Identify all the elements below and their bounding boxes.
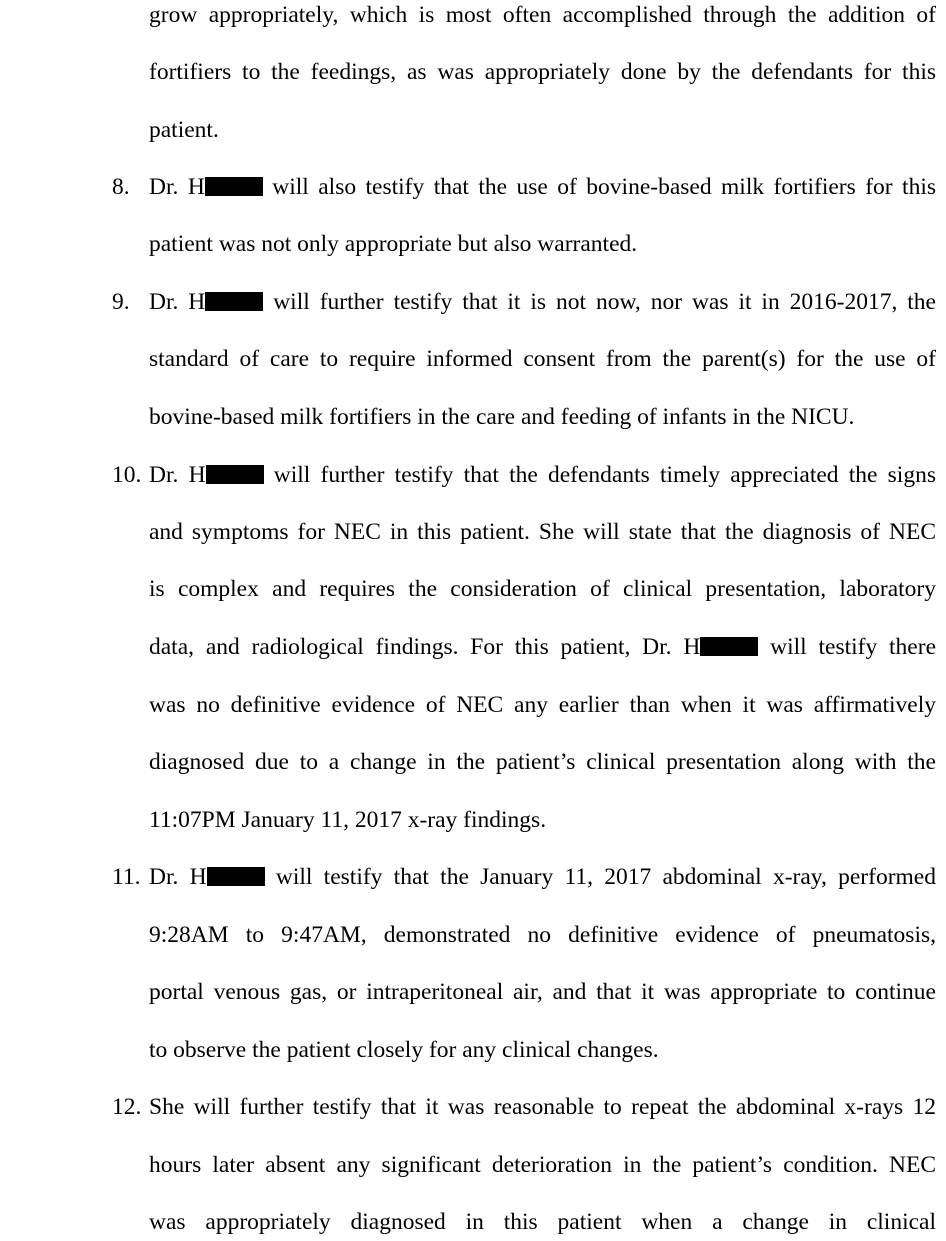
paragraph-11-line-4: to observe the patient closely for any clinical changes.: [149, 1037, 659, 1063]
paragraph-8-text-post: will also testify that the use of bovine-based milk fortifiers for this: [262, 174, 936, 200]
paragraph-10-line-2: and symptoms for NEC in this patient. She will state that the diagnosis of NEC: [149, 519, 936, 545]
paragraph-11-line-1: [149, 862, 936, 892]
redaction-bar: [207, 867, 265, 886]
paragraph-7-line-3: patient.: [149, 117, 219, 143]
paragraph-9-line-3: bovine-based milk fortifiers in the care and feeding of infants in the NICU.: [149, 404, 855, 430]
paragraph-12-line-1: She will further testify that it was reasonable to repeat the abdominal x-rays 12: [149, 1094, 936, 1120]
paragraph-9-text-post: will further testify that it is not now, nor was it in 2016-2017, the: [263, 289, 936, 315]
redaction-bar: [205, 177, 263, 196]
paragraph-10-line-3: is complex and requires the consideration of clinical presentation, laboratory: [149, 576, 936, 602]
paragraph-10-line-5: was no definitive evidence of NEC any earlier than when it was affirmatively: [149, 692, 936, 718]
paragraph-11-number: 11.: [112, 864, 141, 890]
paragraph-10-number: 10.: [112, 462, 142, 488]
paragraph-11-line-3: portal venous gas, or intraperitoneal air, and that it was appropriate to continue: [149, 979, 936, 1005]
paragraph-10-line4-text-pre: data, and radiological findings. For this patient, Dr. H: [149, 634, 701, 660]
paragraph-10-text-pre: Dr. H: [149, 462, 206, 488]
paragraph-7-line-2: fortifiers to the feedings, as was appropriately done by the defendants for this: [149, 59, 936, 85]
paragraph-12-line-2: hours later absent any significant deterioration in the patient’s condition. NEC: [149, 1152, 936, 1178]
paragraph-9-text-pre: Dr. H: [149, 289, 206, 315]
redaction-bar: [700, 637, 758, 656]
paragraph-10-line-7: 11:07PM January 11, 2017 x-ray findings.: [149, 807, 547, 833]
paragraph-10-text-post: will further testify that the defendants timely appreciated the signs: [263, 462, 936, 488]
paragraph-12-number: 12.: [112, 1094, 142, 1120]
paragraph-9-number: 9.: [112, 289, 130, 315]
paragraph-10-line4-text-post: will testify there: [758, 634, 936, 660]
paragraph-11-text-pre: Dr. H: [149, 864, 207, 890]
redaction-bar: [206, 465, 264, 484]
paragraph-9-line-2: standard of care to require informed consent from the parent(s) for the use of: [149, 346, 936, 372]
redaction-bar: [205, 292, 263, 311]
paragraph-12-line-3: was appropriately diagnosed in this patient when a change in clinical: [149, 1209, 936, 1235]
paragraph-10-line-6: diagnosed due to a change in the patient’s clinical presentation along with the: [149, 749, 936, 775]
paragraph-11-text-post: will testify that the January 11, 2017 abdominal x-ray, performed: [264, 864, 936, 890]
paragraph-10-line-1: [149, 460, 936, 490]
paragraph-10-line-4: [149, 632, 936, 662]
paragraph-7-line-1: grow appropriately, which is most often accomplished through the addition of: [149, 2, 936, 28]
paragraph-11-line-2: 9:28AM to 9:47AM, demonstrated no definitive evidence of pneumatosis,: [149, 922, 936, 948]
paragraph-9-line-1: [149, 287, 936, 317]
paragraph-8-number: 8.: [112, 174, 130, 200]
paragraph-8-text-pre: Dr. H: [149, 174, 205, 200]
paragraph-8-line-1: [149, 172, 936, 202]
paragraph-8-line-2: patient was not only appropriate but also warranted.: [149, 231, 638, 257]
